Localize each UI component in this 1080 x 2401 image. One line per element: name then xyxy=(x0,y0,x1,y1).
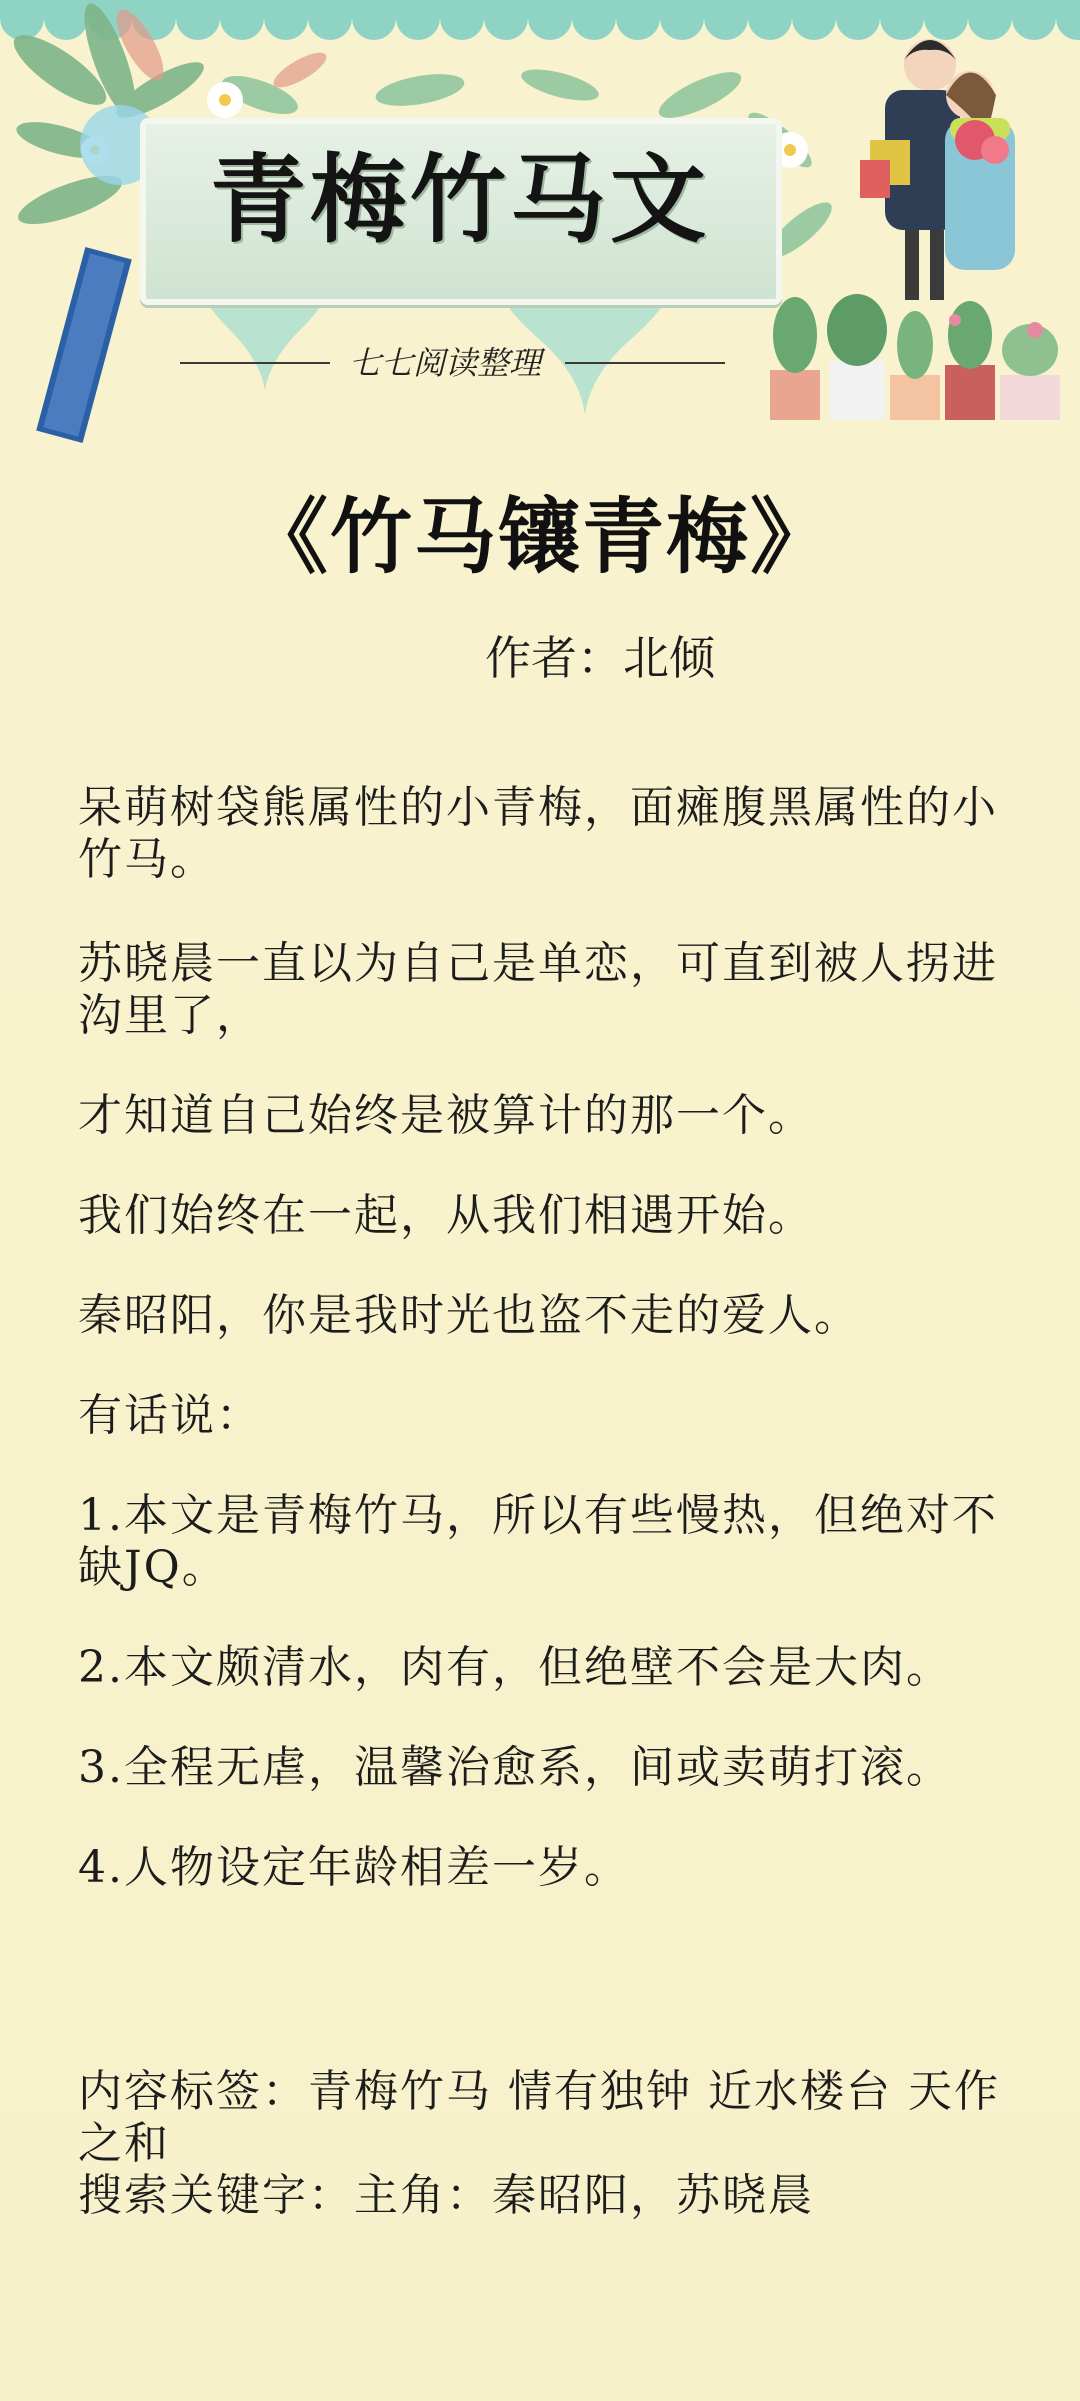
paragraph: 有话说： xyxy=(78,1390,262,1441)
paragraph: 苏晓晨一直以为自己是单恋，可直到被人拐进沟里了， xyxy=(78,938,998,1041)
paragraph: 1.本文是青梅竹马，所以有些慢热，但绝对不缺JQ。 xyxy=(78,1490,998,1593)
tags-section xyxy=(78,2066,1008,2222)
paragraph: 4.人物设定年龄相差一岁。 xyxy=(78,1842,630,1893)
paragraph: 2.本文颇清水，肉有，但绝壁不会是大肉。 xyxy=(78,1642,952,1693)
synopsis xyxy=(78,782,1008,1894)
search-keywords: 搜索关键字：主角：秦昭阳，苏晓晨 xyxy=(78,2170,814,2221)
banner-title: 青梅竹马文 xyxy=(210,144,710,256)
author: 作者：北倾 xyxy=(485,631,715,685)
paragraph: 我们始终在一起，从我们相遇开始。 xyxy=(78,1190,814,1241)
couple-illustration xyxy=(860,39,1015,300)
content-tags: 内容标签：青梅竹马 情有独钟 近水楼台 天作之和 xyxy=(78,2066,1000,2169)
paragraph: 秦昭阳，你是我时光也盗不走的爱人。 xyxy=(78,1290,860,1341)
divider-right xyxy=(565,362,725,364)
plant-pots-illustration xyxy=(770,294,1060,420)
paragraph: 3.全程无虐，温馨治愈系，间或卖萌打滚。 xyxy=(78,1742,952,1793)
paragraph: 呆萌树袋熊属性的小青梅，面瘫腹黑属性的小竹马。 xyxy=(78,782,998,885)
book-title: 《竹马镶青梅》 xyxy=(245,490,834,585)
subtitle: 七七阅读整理 xyxy=(348,344,541,382)
paragraph: 才知道自己始终是被算计的那一个。 xyxy=(78,1090,814,1141)
divider-left xyxy=(180,362,330,364)
